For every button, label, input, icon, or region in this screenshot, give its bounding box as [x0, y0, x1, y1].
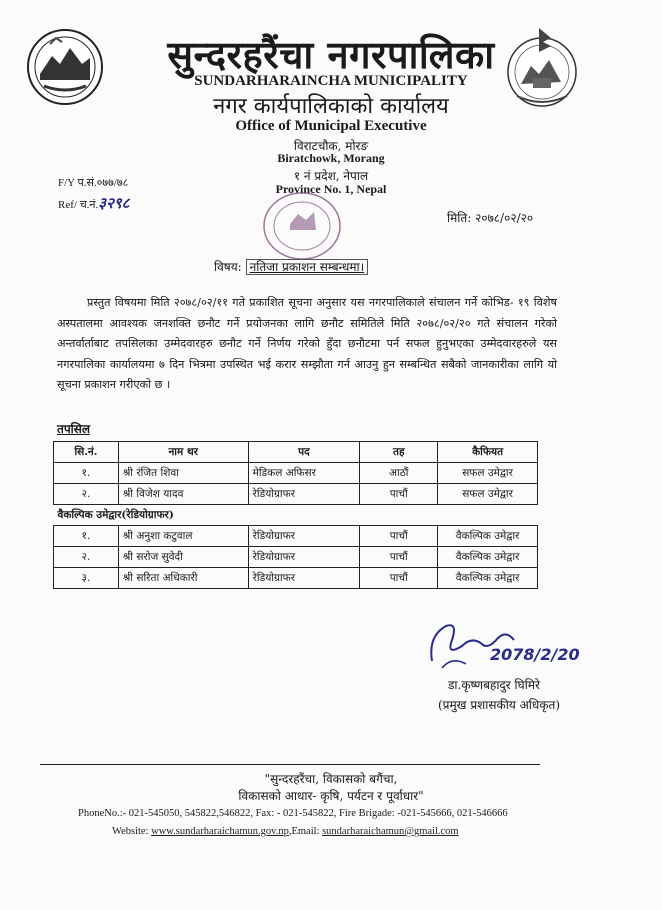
- reference-line: [58, 193, 129, 213]
- province-nepali: १ नं प्रदेश, नेपाल: [293, 169, 369, 183]
- cell-name: श्री सरोज सुवेदी: [118, 547, 248, 568]
- signature-date: 2078/2/20: [490, 645, 580, 664]
- footer-contact: [112, 826, 459, 837]
- cell-serial: १.: [54, 463, 119, 484]
- website-link[interactable]: www.sundarharaichamun.gov.np: [151, 826, 289, 837]
- footer-slogan-line1: "सुन्दरहरैंचा, विकासको बगैंचा,: [264, 772, 398, 786]
- letter-date: मिति: २०७८/०२/२०: [447, 211, 534, 225]
- cell-remarks: वैकल्पिक उमेद्वार: [438, 568, 538, 589]
- table-row: [54, 568, 538, 589]
- results-table: [53, 441, 538, 589]
- footer-divider: [40, 764, 540, 765]
- province-english: Province No. 1, Nepal: [275, 182, 387, 196]
- municipality-name-english: SUNDARHARAINCHA MUNICIPALITY: [194, 73, 468, 89]
- cell-level: आठौं: [360, 463, 438, 484]
- cell-remarks: सफल उमेद्वार: [438, 463, 538, 484]
- cell-remarks: वैकल्पिक उमेद्वार: [438, 547, 538, 568]
- cell-level: पाचौं: [360, 526, 438, 547]
- address-nepali: विराटचौक, मोरङ: [293, 139, 369, 153]
- cell-name: श्री अनुशा कटुवाल: [118, 526, 248, 547]
- cell-level: पाचौं: [360, 568, 438, 589]
- fiscal-year-label: F/Y प.सं.: [58, 177, 97, 189]
- col-header-serial: सि.नं.: [54, 442, 119, 463]
- cell-level: पाचौं: [360, 484, 438, 505]
- signatory-name: डा.कृष्णबहादुर घिमिरे: [448, 678, 540, 692]
- cell-post: रेडियोग्राफर: [248, 526, 360, 547]
- office-name-english: Office of Municipal Executive: [235, 118, 427, 134]
- alternate-section-label: वैकल्पिक उमेद्वार(रेडियोग्राफर): [54, 505, 538, 526]
- office-name-nepali: नगर कार्यपालिकाको कार्यालय: [213, 94, 449, 119]
- email-label: ,Email:: [288, 826, 320, 837]
- table-row: [54, 484, 538, 505]
- footer-slogan-line2: विकासको आधार- कृषि, पर्यटन र पूर्वाधार": [238, 789, 424, 803]
- cell-remarks: सफल उमेद्वार: [438, 484, 538, 505]
- cell-serial: ३.: [54, 568, 119, 589]
- cell-post: रेडियोग्राफर: [248, 484, 360, 505]
- cell-name: श्री सरिता अधिकारी: [118, 568, 248, 589]
- cell-post: मेडिकल अफिसर: [248, 463, 360, 484]
- notice-body: प्रस्तुत विषयमा मिति २०७८/०२/११ गते प्रकाशित सूचना अनुसार यस नगरपालिकाले संचालन गर्ने कोभिड- १९ विशेष अस्पतालमा आवश्यक जनशक्ति छनौट गर्ने प्रयोजनका लागि छनौट समितिले मिति २०७८/०२/२० गते संचालन गरेको अन्तर्वार्ताबाट तपसिलका उम्मेदवारहरु छनौट गर्ने निर्णय गरेको हुँदा छनौटमा पर्न सफल हुनुभएका उम्मेदवारहरुले यस नगरपालिका कार्यालयमा ७ दिन भित्रमा उपस्थित भई करार सम्झौता गर्न आउनु हुन सम्बन्धित सबैको जानकारीका लागि यो सूचना प्रकाशन गरीएको छ ।: [57, 296, 557, 391]
- subject-line: [214, 258, 368, 275]
- cell-serial: १.: [54, 526, 119, 547]
- signatory-title: (प्रमुख प्रशासकीय अधिकृत): [438, 698, 561, 712]
- cell-post: रेडियोग्राफर: [248, 547, 360, 568]
- official-stamp: [262, 190, 342, 262]
- cell-remarks: वैकल्पिक उमेद्वार: [438, 526, 538, 547]
- subject-text: नतिजा प्रकाशन सम्बन्धमा।: [246, 259, 369, 275]
- col-header-remarks: कैफियत: [438, 442, 538, 463]
- reference-label: Ref/ च.नं.: [58, 199, 99, 211]
- cell-serial: २.: [54, 484, 119, 505]
- details-label: तपसिल: [57, 422, 91, 436]
- col-header-name: नाम थर: [118, 442, 248, 463]
- alternate-section-row: [54, 505, 538, 526]
- cell-level: पाचौं: [360, 547, 438, 568]
- table-header-row: [54, 442, 538, 463]
- fiscal-year-line: [58, 175, 128, 190]
- col-header-level: तह: [360, 442, 438, 463]
- email-link[interactable]: sundarharaichamun@gmail.com: [322, 826, 459, 837]
- cell-post: रेडियोग्राफर: [248, 568, 360, 589]
- subject-label: विषय:: [214, 260, 242, 274]
- table-row: [54, 463, 538, 484]
- cell-name: श्री रंजित शिवा: [118, 463, 248, 484]
- table-row: [54, 526, 538, 547]
- fiscal-year-value: ०७७/७८: [96, 177, 129, 189]
- footer-phone: PhoneNo.:- 021-545050, 545822,546822, Fax: - 021-545822, Fire Brigade: -021-545666, 021-546666: [78, 808, 508, 819]
- cell-serial: २.: [54, 547, 119, 568]
- address-english: Biratchowk, Morang: [277, 151, 385, 165]
- cell-name: श्री विजेश यादव: [118, 484, 248, 505]
- reference-number: ३२९८: [98, 194, 130, 212]
- website-label: Website:: [112, 826, 149, 837]
- col-header-post: पद: [248, 442, 360, 463]
- municipality-name-nepali: सुन्दरहरैंचा नगरपालिका: [167, 32, 495, 77]
- table-row: [54, 547, 538, 568]
